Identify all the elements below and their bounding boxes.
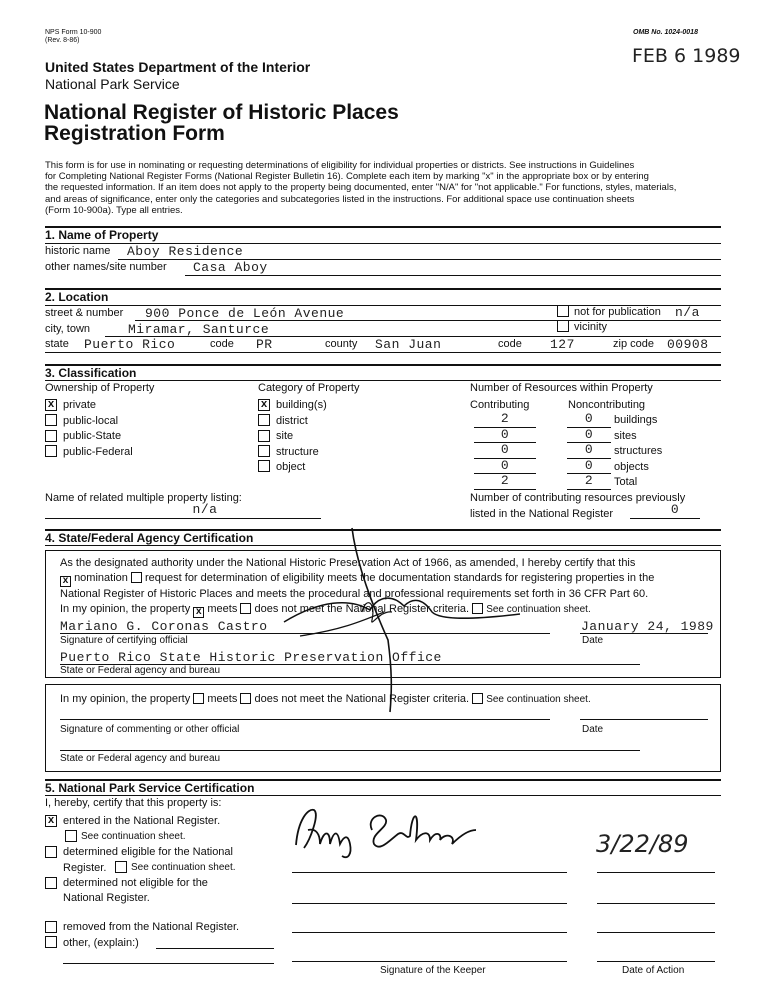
entered-checkbox[interactable]: x xyxy=(45,815,57,827)
county-code-value[interactable]: 127 xyxy=(550,337,575,352)
county-label: county xyxy=(325,338,358,350)
removed-label: removed from the National Register. xyxy=(63,921,240,933)
form-revision: (Rev. 8-86) xyxy=(45,37,80,44)
historic-name-label: historic name xyxy=(45,245,111,257)
rule xyxy=(292,961,567,962)
resources-header: Number of Resources within Property xyxy=(470,382,653,394)
eligible-continuation-checkbox[interactable] xyxy=(115,861,127,873)
county-value[interactable]: San Juan xyxy=(375,337,442,352)
object-label: object xyxy=(276,461,306,473)
state-code-value[interactable]: PR xyxy=(256,337,273,352)
determined-not-eligible-label-2: National Register. xyxy=(63,892,150,904)
public-local-label: public-local xyxy=(63,415,119,427)
other-label: other, (explain:) xyxy=(63,937,139,949)
historic-name-value[interactable]: Aboy Residence xyxy=(127,244,244,259)
entered-continuation-checkbox[interactable] xyxy=(65,830,77,842)
keeper-signature xyxy=(290,800,490,860)
nomination-checkbox[interactable]: x xyxy=(60,576,71,587)
rule xyxy=(597,961,715,962)
instructions-text: This form is for use in nominating or requesting determinations of eligibility for individual properties or districts. See instructions in Guidelines for Completing National Register Forms (National Register Bulletin 16). Complete each item by marking "x" in the appropriate box or by entering the requested information. If an item does not apply to the property being documented, enter "N/A" for "not applicable." For functions, styles, materials, and areas of significance, enter only the categories and subcategories listed in the instructions. For additional space use continuation sheets (Form 10-900a). Type all entries. xyxy=(45,160,677,216)
certifying-agency-label: State or Federal agency and bureau xyxy=(60,665,221,676)
cert-text-line-3: National Register of Historic Places and meets the procedural and professional requirements set forth in 36 CFR Part 60. xyxy=(60,588,649,600)
noncontributing-sites[interactable]: 0 xyxy=(584,427,594,442)
building-checkbox[interactable]: x xyxy=(258,399,270,411)
objects-label: objects xyxy=(614,461,649,473)
contributing-structures[interactable]: 0 xyxy=(500,442,510,457)
multiple-listing-label: Name of related multiple property listing: xyxy=(45,492,242,504)
total-label: Total xyxy=(614,476,638,488)
street-value[interactable]: 900 Ponce de León Avenue xyxy=(145,306,345,321)
omb-number: OMB No. 1024-0018 xyxy=(633,29,698,36)
contributing-header: Contributing xyxy=(470,399,530,411)
eligible-continuation-label: See continuation sheet. xyxy=(131,862,236,873)
entered-continuation-label: See continuation sheet. xyxy=(81,831,186,842)
commenting-agency-label: State or Federal agency and bureau xyxy=(60,753,221,764)
category-header: Category of Property xyxy=(258,382,360,394)
noncontributing-total[interactable]: 2 xyxy=(584,473,594,488)
state-code-label: code xyxy=(210,338,234,350)
contributing-buildings[interactable]: 2 xyxy=(500,411,510,426)
rule xyxy=(292,872,567,873)
contributing-total[interactable]: 2 xyxy=(500,473,510,488)
form-subtitle: Registration Form xyxy=(44,122,225,145)
entered-label: entered in the National Register. xyxy=(63,815,221,827)
certification-date-label: Date xyxy=(582,635,604,646)
other-checkbox[interactable] xyxy=(45,936,57,948)
noncontributing-objects[interactable]: 0 xyxy=(584,458,594,473)
structure-label: structure xyxy=(276,446,319,458)
nps-cert-intro: I, hereby, certify that this property is: xyxy=(45,797,222,809)
service-name: National Park Service xyxy=(45,76,180,92)
section-1-heading: 1. Name of Property xyxy=(45,228,159,242)
determined-eligible-label: determined eligible for the National xyxy=(63,846,233,858)
private-checkbox[interactable]: x xyxy=(45,399,57,411)
rule xyxy=(63,963,274,964)
vicinity-label: vicinity xyxy=(574,321,608,333)
previously-listed-label-1: Number of contributing resources previously xyxy=(470,492,686,504)
date-of-action-value[interactable]: 3/22/89 xyxy=(596,830,689,858)
section-3-heading: 3. Classification xyxy=(45,366,137,380)
contributing-sites[interactable]: 0 xyxy=(500,427,510,442)
section-5-heading: 5. National Park Service Certification xyxy=(45,781,255,795)
city-value[interactable]: Miramar, Santurce xyxy=(128,322,270,337)
certifying-agency[interactable]: Puerto Rico State Historic Preservation Office xyxy=(60,650,442,665)
rule xyxy=(597,903,715,904)
cert-text-line-4: In my opinion, the property x meets does not meet the National Register criteria. See continuation sheet. xyxy=(60,603,591,618)
certifying-signature-label: Signature of certifying official xyxy=(60,635,188,646)
ownership-header: Ownership of Property xyxy=(45,382,155,394)
cert-text-line-2: x nomination request for determination of eligibility meets the documentation standards for registering properties in the xyxy=(60,572,654,587)
state-value[interactable]: Puerto Rico xyxy=(84,337,176,352)
date-of-action-label: Date of Action xyxy=(622,965,685,976)
public-state-label: public-State xyxy=(63,430,122,442)
rule xyxy=(292,903,567,904)
comment-text-line: In my opinion, the property meets does not meet the National Register criteria. See continuation sheet. xyxy=(60,693,591,705)
sites-label: sites xyxy=(614,430,637,442)
cert-text-line-1: As the designated authority under the National Historic Preservation Act of 1966, as amended, I hereby certify that this xyxy=(60,557,636,569)
state-label: state xyxy=(45,338,69,350)
determined-eligible-label-2: Register. xyxy=(63,862,107,874)
other-names-value[interactable]: Casa Aboy xyxy=(193,260,268,275)
department-name: United States Department of the Interior xyxy=(45,59,311,75)
previously-listed-value[interactable]: 0 xyxy=(670,502,680,517)
section-4-heading: 4. State/Federal Agency Certification xyxy=(45,531,254,545)
section-2-heading: 2. Location xyxy=(45,290,109,304)
commenting-signature-label: Signature of commenting or other official xyxy=(60,724,240,735)
previously-listed-label-2: listed in the National Register xyxy=(470,508,614,520)
removed-checkbox[interactable] xyxy=(45,921,57,933)
contributing-objects[interactable]: 0 xyxy=(500,458,510,473)
multiple-listing-value[interactable]: n/a xyxy=(192,502,218,517)
zip-label: zip code xyxy=(613,338,654,350)
commenting-date-label: Date xyxy=(582,724,604,735)
rule xyxy=(156,948,274,949)
county-code-label: code xyxy=(498,338,522,350)
rule xyxy=(292,932,567,933)
noncontributing-header: Noncontributing xyxy=(568,399,646,411)
buildings-label: buildings xyxy=(614,414,658,426)
district-label: district xyxy=(276,415,308,427)
noncontributing-structures[interactable]: 0 xyxy=(584,442,594,457)
received-stamp-date: FEB 6 1989 xyxy=(632,45,741,67)
certification-date[interactable]: January 24, 1989 xyxy=(581,619,714,634)
meets-criteria-checkbox[interactable]: x xyxy=(193,607,204,618)
keeper-signature-label: Signature of the Keeper xyxy=(380,965,486,976)
building-label: building(s) xyxy=(276,399,327,411)
determined-eligible-checkbox[interactable] xyxy=(45,846,57,858)
determined-not-eligible-label: determined not eligible for the xyxy=(63,877,208,889)
other-names-label: other names/site number xyxy=(45,261,167,273)
street-label: street & number xyxy=(45,307,124,319)
city-label: city, town xyxy=(45,323,91,335)
determined-not-eligible-checkbox[interactable] xyxy=(45,877,57,889)
public-federal-label: public-Federal xyxy=(63,446,133,458)
not-for-publication-label: not for publication xyxy=(574,306,661,318)
noncontributing-buildings[interactable]: 0 xyxy=(584,411,594,426)
form-title: National Register of Historic Places xyxy=(44,101,399,124)
certifying-official-name[interactable]: Mariano G. Coronas Castro xyxy=(60,619,268,634)
not-for-publication-value[interactable]: n/a xyxy=(675,305,700,320)
form-number: NPS Form 10-900 xyxy=(45,29,102,36)
zip-value[interactable]: 00908 xyxy=(667,337,709,352)
site-label: site xyxy=(276,430,294,442)
rule xyxy=(597,932,715,933)
rule xyxy=(597,872,715,873)
private-label: private xyxy=(63,399,97,411)
structures-label: structures xyxy=(614,445,663,457)
rule xyxy=(45,795,721,796)
